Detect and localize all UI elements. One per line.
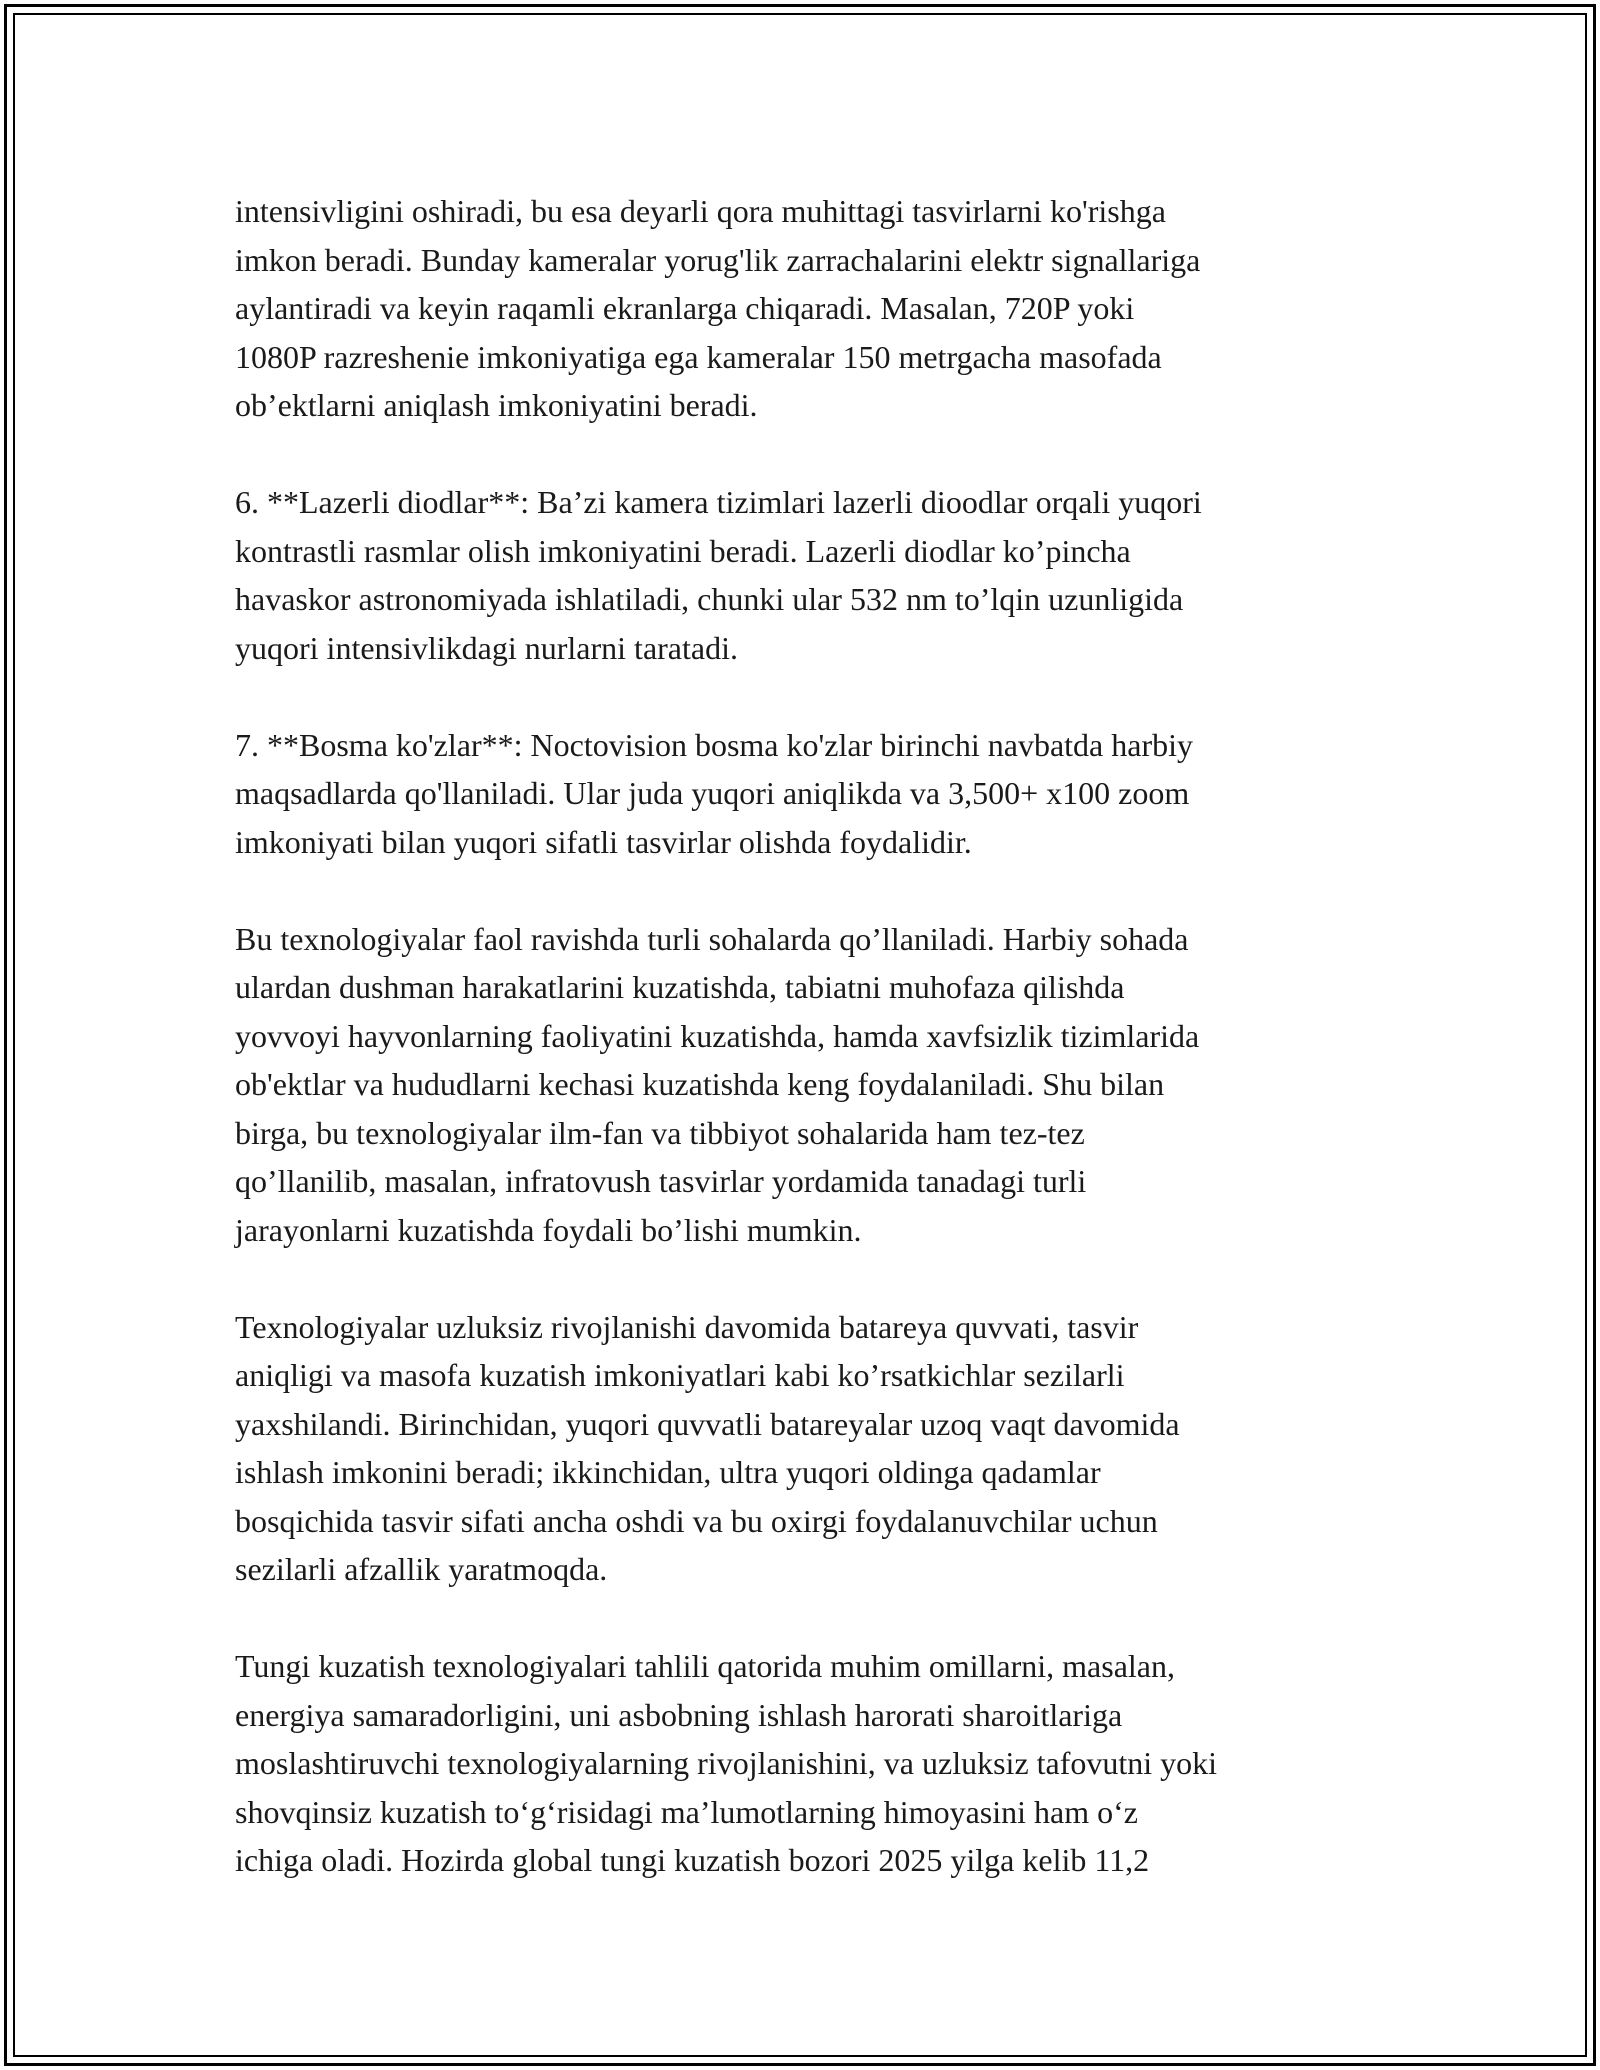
paragraph-analysis-market: Tungi kuzatish texnologiyalari tahlili qatorida muhim omillarni, masalan, energiya samaradorligini, uni asbobning ishlash harorati sharoitlariga moslashtiruvchi texnologiyalarning rivojlanishini, va uzluksiz tafovutni yoki shovqinsiz kuzatish to‘g‘risidagi ma’lumotlarning himoyasini ham o‘z ichiga oladi. Hozirda global tungi kuzatish bozori 2025 yilga kelib 11,2 [235,1648,1218,1878]
paragraph-night-goggles: 7. **Bosma ko'zlar**: Noctovision bosma ko'zlar birinchi navbatda harbiy maqsadlarda qo'llaniladi. Ular juda yuqori aniqlikda va 3,500+ x100 zoom imkoniyati bilan yuqori sifatli tasvirlar olishda foydalidir. [235,726,1193,860]
document-body [235,187,1375,1933]
paragraph-applications: Bu texnologiyalar faol ravishda turli sohalarda qo’llaniladi. Harbiy sohada ulardan dushman harakatlarini kuzatishda, tabiatni muhofaza qilishda yovvoyi hayvonlarning faoliyatini kuzatishda, hamda xavfsizlik tizimlarida ob'ektlar va hududlarni kechasi kuzatishda keng foydalaniladi. Shu bilan birga, bu texnologiyalar ilm-fan va tibbiyot sohalarida ham tez-tez qo’llanilib, masalan, infratovush tasvirlar yordamida tanadagi turli jarayonlarni kuzatishda foydali bo’lishi mumkin. [235,920,1200,1248]
paragraph-image-intensifier: intensivligini oshiradi, bu esa deyarli qora muhittagi tasvirlarni ko'rishga imkon beradi. Bunday kameralar yorug'lik zarrachalarini elektr signallariga aylantiradi va keyin raqamli ekranlarga chiqaradi. Masalan, 720P yoki 1080P razreshenie imkoniyatiga ega kameralar 150 metrgacha masofada ob’ektlarni aniqlash imkoniyatini beradi. [235,193,1201,423]
paragraph-laser-diodes: 6. **Lazerli diodlar**: Ba’zi kamera tizimlari lazerli dioodlar orqali yuqori kontrastli rasmlar olish imkoniyatini beradi. Lazerli diodlar ko’pincha havaskor astronomiyada ishlatiladi, chunki ular 532 nm to’lqin uzunligida yuqori intensivlikdagi nurlarni taratadi. [235,484,1202,666]
paragraph-improvements: Texnologiyalar uzluksiz rivojlanishi davomida batareya quvvati, tasvir aniqligi va masofa kuzatish imkoniyatlari kabi ko’rsatkichlar sezilarli yaxshilandi. Birinchidan, yuqori quvvatli batareyalar uzoq vaqt davomida ishlash imkonini beradi; ikkinchidan, ultra yuqori oldinga qadamlar bosqichida tasvir sifati ancha oshdi va bu oxirgi foydalanuvchilar uchun sezilarli afzallik yaratmoqda. [235,1308,1180,1587]
